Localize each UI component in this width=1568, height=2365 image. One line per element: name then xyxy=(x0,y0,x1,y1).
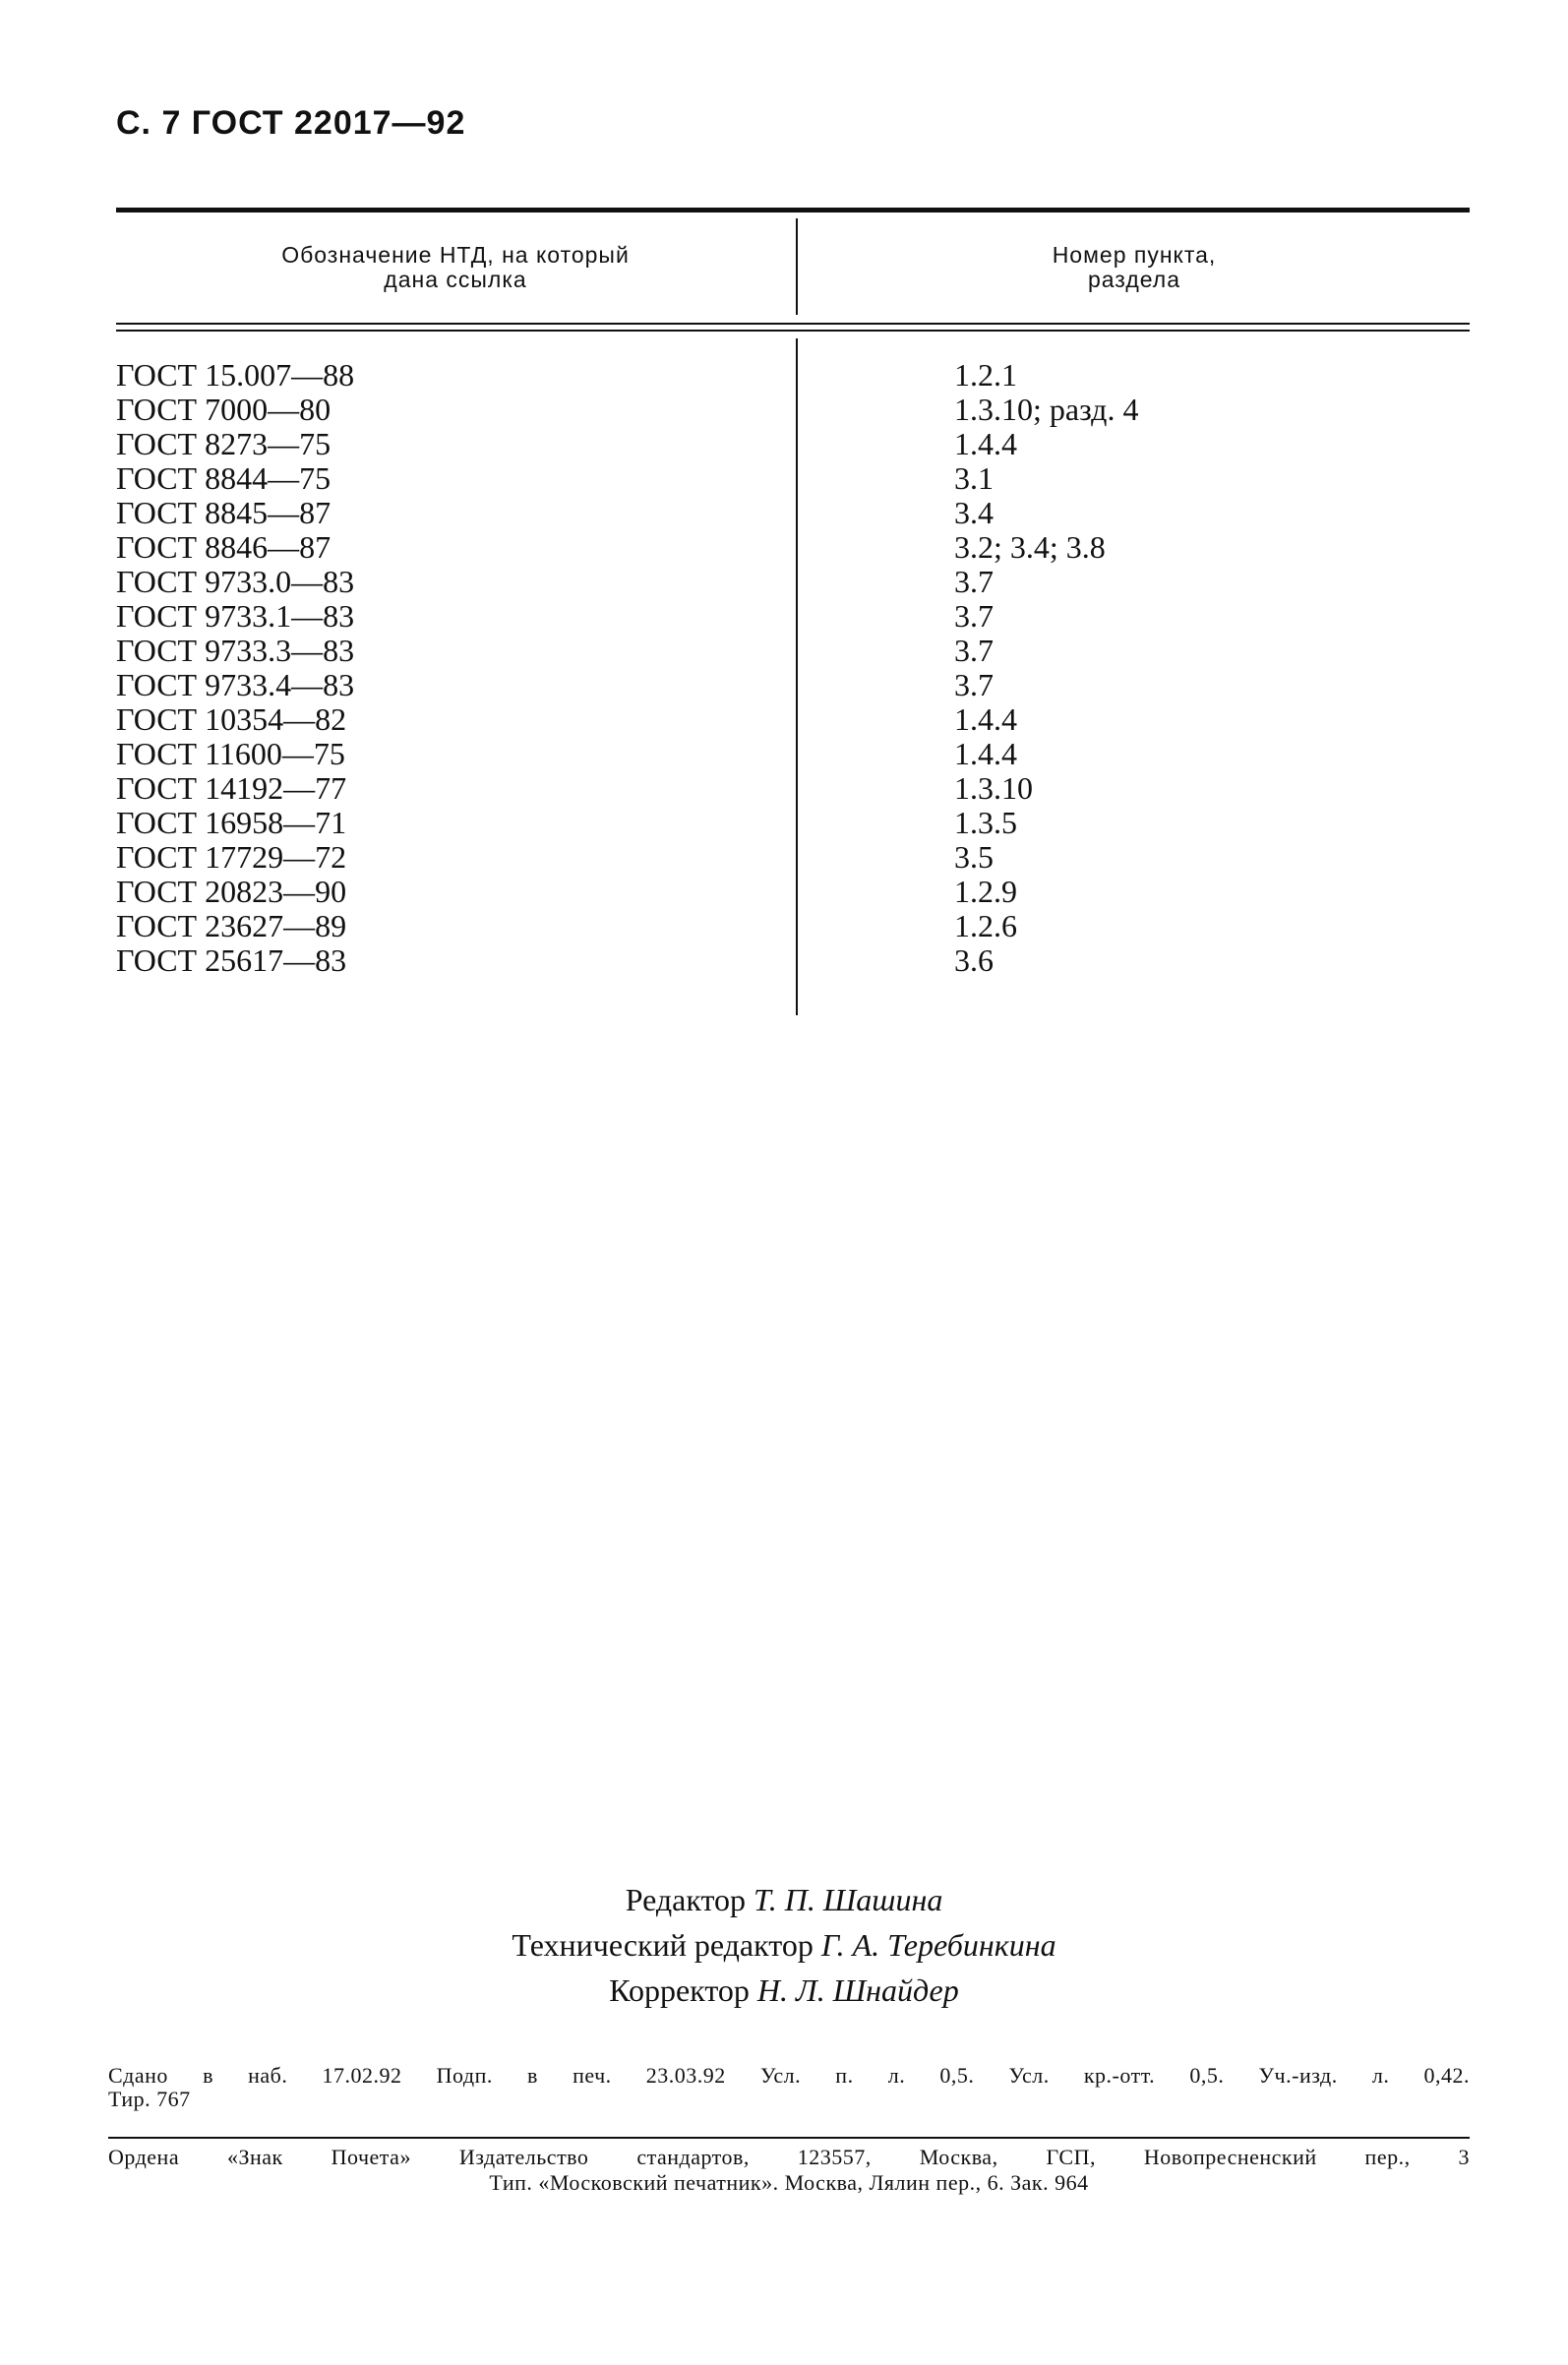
reference-cell: 1.4.4 xyxy=(954,426,1017,461)
reference-cell: 3.5 xyxy=(954,839,994,875)
reference-cell: 1.3.5 xyxy=(954,805,1017,840)
column-header-reference-line-2: раздела xyxy=(1087,267,1181,292)
table-row xyxy=(116,393,1470,427)
document-cell: ГОСТ 8273—75 xyxy=(116,426,332,461)
table-header-rule-double xyxy=(116,330,1470,332)
credit-editor xyxy=(0,1877,1568,1922)
reference-cell: 3.6 xyxy=(954,942,994,978)
reference-cell: 1.3.10 xyxy=(954,770,1033,806)
table-row xyxy=(116,565,1470,599)
table-row xyxy=(116,599,1470,634)
column-header-document-line-1: Обозначение НТД, на который xyxy=(281,242,630,268)
table-header-rule xyxy=(116,323,1470,325)
document-cell: ГОСТ 9733.4—83 xyxy=(116,667,355,702)
table-row xyxy=(116,358,1470,393)
credits-block xyxy=(0,1877,1568,2013)
table-row xyxy=(116,875,1470,909)
table-row xyxy=(116,840,1470,875)
document-cell: ГОСТ 8845—87 xyxy=(116,495,332,530)
column-header-document xyxy=(116,243,795,292)
credit-corrector xyxy=(0,1968,1568,2013)
table-row xyxy=(116,702,1470,737)
column-header-reference xyxy=(799,243,1470,292)
imprint-rule xyxy=(108,2137,1470,2139)
document-cell: ГОСТ 16958—71 xyxy=(116,805,347,840)
reference-cell: 1.4.4 xyxy=(954,701,1017,737)
imprint-line-1: Сдано в наб. 17.02.92 Подп. в печ. 23.03.92 Усл. п. л. 0,5. Усл. кр.-отт. 0,5. Уч.-изд. л. 0,42. xyxy=(108,2063,1470,2088)
reference-table-body xyxy=(116,358,1470,978)
table-row xyxy=(116,737,1470,771)
document-cell: ГОСТ 14192—77 xyxy=(116,770,347,806)
document-cell: ГОСТ 8844—75 xyxy=(116,460,332,496)
reference-cell: 1.4.4 xyxy=(954,736,1017,771)
credit-editor-role: Редактор xyxy=(625,1882,747,1917)
table-row xyxy=(116,771,1470,806)
imprint-block xyxy=(108,2064,1470,2111)
table-row xyxy=(116,496,1470,530)
credit-corrector-role: Корректор xyxy=(609,1972,750,2008)
document-cell: ГОСТ 9733.1—83 xyxy=(116,598,355,634)
document-cell: ГОСТ 8846—87 xyxy=(116,529,332,565)
column-header-reference-line-1: Номер пункта, xyxy=(1052,242,1217,268)
document-cell: ГОСТ 9733.3—83 xyxy=(116,633,355,668)
reference-cell: 1.2.1 xyxy=(954,357,1017,393)
table-row xyxy=(116,634,1470,668)
table-row xyxy=(116,909,1470,943)
document-cell: ГОСТ 7000—80 xyxy=(116,392,332,427)
table-row xyxy=(116,806,1470,840)
publisher-line-1: Ордена «Знак Почета» Издательство стандартов, 123557, Москва, ГСП, Новопресненский пер., 3 xyxy=(108,2145,1470,2169)
table-row xyxy=(116,668,1470,702)
reference-cell: 3.7 xyxy=(954,598,994,634)
table-row xyxy=(116,943,1470,978)
table-row xyxy=(116,530,1470,565)
table-row xyxy=(116,427,1470,461)
credit-corrector-name: Н. Л. Шнайдер xyxy=(756,1972,959,2008)
credit-tech-editor xyxy=(0,1922,1568,1968)
reference-cell: 3.7 xyxy=(954,564,994,599)
reference-cell: 3.2; 3.4; 3.8 xyxy=(954,529,1106,565)
reference-cell: 3.4 xyxy=(954,495,994,530)
table-row xyxy=(116,461,1470,496)
document-cell: ГОСТ 11600—75 xyxy=(116,736,345,771)
page-header: С. 7 ГОСТ 22017—92 xyxy=(116,104,466,142)
table-top-rule xyxy=(116,208,1470,212)
reference-cell: 1.3.10; разд. 4 xyxy=(954,392,1139,427)
credit-tech-editor-role: Технический редактор xyxy=(512,1927,814,1963)
credit-editor-name: Т. П. Шашина xyxy=(754,1882,943,1917)
document-cell: ГОСТ 23627—89 xyxy=(116,908,347,943)
reference-cell: 3.7 xyxy=(954,667,994,702)
publisher-block xyxy=(108,2145,1470,2196)
credit-tech-editor-name: Г. А. Теребинкина xyxy=(820,1927,1056,1963)
document-cell: ГОСТ 20823—90 xyxy=(116,874,347,909)
reference-cell: 1.2.6 xyxy=(954,908,1017,943)
reference-cell: 3.7 xyxy=(954,633,994,668)
document-cell: ГОСТ 10354—82 xyxy=(116,701,347,737)
reference-cell: 1.2.9 xyxy=(954,874,1017,909)
imprint-line-2: Тир. 767 xyxy=(108,2087,191,2111)
document-cell: ГОСТ 15.007—88 xyxy=(116,357,355,393)
column-header-document-line-2: дана ссылка xyxy=(384,267,527,292)
document-cell: ГОСТ 9733.0—83 xyxy=(116,564,355,599)
publisher-line-2: Тип. «Московский печатник». Москва, Лялин пер., 6. Зак. 964 xyxy=(489,2170,1089,2195)
document-cell: ГОСТ 25617—83 xyxy=(116,942,347,978)
header-column-divider xyxy=(796,218,798,315)
document-cell: ГОСТ 17729—72 xyxy=(116,839,347,875)
reference-cell: 3.1 xyxy=(954,460,994,496)
